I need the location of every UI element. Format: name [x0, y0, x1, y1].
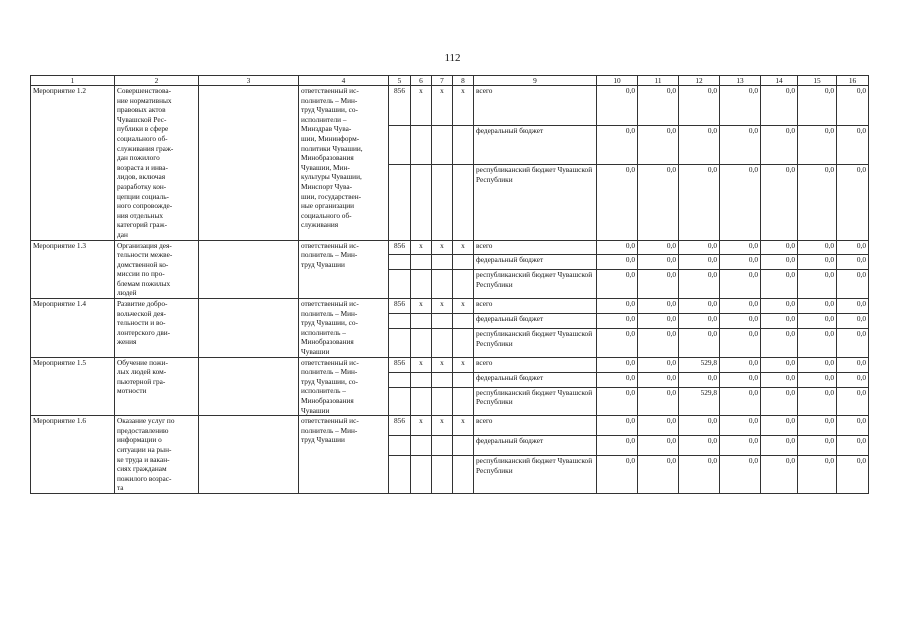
funding-value: 0,0 — [761, 86, 798, 126]
vr-code: x — [453, 416, 474, 436]
activity-executor — [299, 86, 389, 241]
activity-executor-line: служивания — [301, 220, 339, 230]
activity-name-line: цепции социаль- — [117, 191, 169, 201]
column-number-1: 1 — [31, 76, 115, 86]
code-empty — [411, 436, 432, 456]
activity-executor-line: труд Чувашии — [301, 435, 345, 445]
activity-executor-line: ответственный ис- — [301, 299, 359, 309]
code-empty — [453, 372, 474, 387]
activity-name-line: блемам пожилых — [117, 278, 171, 288]
activity-name-line: информации о — [117, 435, 162, 445]
funding-value: 0,0 — [679, 125, 720, 165]
funding-value: 0,0 — [679, 456, 720, 494]
activity-executor-line: труд Чувашии — [301, 259, 345, 269]
funding-value: 0,0 — [798, 299, 837, 314]
activity-executor-line: полнитель – Мин- — [301, 250, 358, 260]
funding-value: 0,0 — [679, 240, 720, 255]
funding-value: 0,0 — [761, 372, 798, 387]
funding-value: 0,0 — [597, 165, 638, 240]
funding-value: 0,0 — [761, 255, 798, 270]
code-empty — [411, 456, 432, 494]
funding-value: 0,0 — [720, 456, 761, 494]
activity-name-line: миссии по про- — [117, 269, 165, 279]
activity-name — [115, 240, 199, 299]
activity-name-line: Оказание услуг по — [117, 416, 175, 426]
funding-value: 0,0 — [798, 416, 837, 436]
funding-value: 0,0 — [761, 416, 798, 436]
code-empty — [389, 329, 411, 358]
funding-value: 0,0 — [837, 372, 869, 387]
funding-source: республиканский бюджет Чувашской Республики — [474, 329, 597, 358]
activity-id: Мероприятие 1.2 — [31, 86, 115, 241]
funding-value: 0,0 — [638, 314, 679, 329]
column-number-13: 13 — [720, 76, 761, 86]
column-number-7: 7 — [432, 76, 453, 86]
funding-value: 0,0 — [638, 329, 679, 358]
funding-value: 0,0 — [837, 125, 869, 165]
activity-name-line: та — [117, 483, 124, 493]
funding-value: 0,0 — [597, 372, 638, 387]
funding-value: 0,0 — [638, 165, 679, 240]
funding-value: 0,0 — [720, 240, 761, 255]
funding-value: 0,0 — [597, 240, 638, 255]
activity-executor-line: Минобразования — [301, 337, 354, 347]
activity-executor-line: культуры Чувашии, — [301, 172, 362, 182]
funding-value: 529,8 — [679, 387, 720, 416]
funding-value: 0,0 — [597, 299, 638, 314]
activity-executor-line: Минобразования — [301, 396, 354, 405]
funding-value: 0,0 — [837, 86, 869, 126]
funding-value: 0,0 — [720, 165, 761, 240]
funding-value: 0,0 — [679, 86, 720, 126]
activity-executor-line: труд Чувашии, со- — [301, 105, 358, 115]
activity-executor-line: ответственный ис- — [301, 86, 359, 95]
funding-value: 0,0 — [798, 456, 837, 494]
grbs-code: 856 — [389, 357, 411, 372]
activity-name — [115, 299, 199, 358]
funding-source: республиканский бюджет Чувашской Республики — [474, 387, 597, 416]
activity-name-line: категорий граж- — [117, 220, 168, 230]
activity-executor-line: шии, Мининформ- — [301, 133, 360, 143]
activity-executor-line: полнитель – Мин- — [301, 367, 358, 377]
activity-executor-line: Чувашии, Мин- — [301, 162, 350, 172]
funding-source: всего — [474, 416, 597, 436]
page-number: 112 — [444, 52, 461, 64]
activity-id: Мероприятие 1.4 — [31, 299, 115, 358]
funding-value: 0,0 — [597, 86, 638, 126]
activity-executor-line: Минобразования — [301, 153, 354, 163]
funding-value: 0,0 — [837, 387, 869, 416]
activity-name — [115, 357, 199, 416]
activity-executor — [299, 299, 389, 358]
activity-executor-line: Чувашии — [301, 405, 330, 415]
funding-value: 0,0 — [720, 270, 761, 299]
column-number-6: 6 — [411, 76, 432, 86]
funding-value: 0,0 — [798, 125, 837, 165]
activity-name-line: правовых актов — [117, 105, 166, 115]
funding-value: 0,0 — [837, 357, 869, 372]
activity-executor-line: исполнители – — [301, 114, 347, 124]
activity-name-line: Чувашской Рес- — [117, 114, 167, 124]
code-empty — [411, 270, 432, 299]
funding-value: 0,0 — [597, 329, 638, 358]
cs-code: x — [432, 299, 453, 314]
code-empty — [453, 329, 474, 358]
funding-value: 0,0 — [837, 255, 869, 270]
grbs-code: 856 — [389, 86, 411, 126]
code-empty — [453, 387, 474, 416]
funding-value: 0,0 — [638, 255, 679, 270]
activity-executor-line: Минспорт Чува- — [301, 181, 353, 191]
funding-value: 0,0 — [837, 436, 869, 456]
vr-code: x — [453, 86, 474, 126]
code-empty — [411, 125, 432, 165]
activity-executor — [299, 357, 389, 416]
table-row — [31, 240, 869, 255]
activity-name-line: Развитие добро- — [117, 299, 168, 309]
code-empty — [432, 372, 453, 387]
column-number-9: 9 — [474, 76, 597, 86]
column-number-8: 8 — [453, 76, 474, 86]
funding-value: 0,0 — [720, 372, 761, 387]
rz-code: x — [411, 240, 432, 255]
funding-value: 0,0 — [679, 270, 720, 299]
funding-value: 0,0 — [720, 314, 761, 329]
activity-name-line: Организация дея- — [117, 240, 172, 250]
funding-value: 0,0 — [638, 372, 679, 387]
funding-source: федеральный бюджет — [474, 372, 597, 387]
code-empty — [389, 314, 411, 329]
code-empty — [389, 125, 411, 165]
code-empty — [432, 165, 453, 240]
funding-value: 0,0 — [638, 270, 679, 299]
cs-code: x — [432, 357, 453, 372]
activity-name — [115, 86, 199, 241]
column-number-14: 14 — [761, 76, 798, 86]
funding-value: 0,0 — [720, 125, 761, 165]
activity-name-line: лонтерского дви- — [117, 327, 171, 337]
code-empty — [453, 125, 474, 165]
cs-code: x — [432, 240, 453, 255]
column-number-row — [31, 76, 869, 86]
funding-value: 0,0 — [761, 329, 798, 358]
funding-value: 0,0 — [679, 255, 720, 270]
funding-value: 0,0 — [761, 270, 798, 299]
activity-name-line: мотности — [117, 386, 147, 396]
funding-value: 529,8 — [679, 357, 720, 372]
funding-value: 0,0 — [679, 436, 720, 456]
activity-col3 — [199, 299, 299, 358]
column-number-15: 15 — [798, 76, 837, 86]
column-number-10: 10 — [597, 76, 638, 86]
activity-executor-line: исполнитель – — [301, 327, 346, 337]
code-empty — [432, 329, 453, 358]
funding-source: всего — [474, 86, 597, 126]
activity-name-line: дан — [117, 229, 128, 239]
funding-value: 0,0 — [679, 416, 720, 436]
funding-value: 0,0 — [720, 299, 761, 314]
table-row — [31, 416, 869, 436]
activity-name-line: разработку кон- — [117, 181, 167, 191]
activity-name-line: Обучение пожи- — [117, 357, 168, 367]
code-empty — [389, 387, 411, 416]
funding-source: республиканский бюджет Чувашской Республики — [474, 270, 597, 299]
column-number-5: 5 — [389, 76, 411, 86]
activity-name-line: социального об- — [117, 133, 168, 143]
activity-executor-line: ответственный ис- — [301, 357, 359, 367]
activity-executor-line: полнитель – Мин- — [301, 425, 358, 435]
rz-code: x — [411, 416, 432, 436]
activity-id: Мероприятие 1.6 — [31, 416, 115, 494]
activity-executor-line: ответственный ис- — [301, 416, 359, 426]
funding-value: 0,0 — [638, 456, 679, 494]
code-empty — [432, 456, 453, 494]
activity-name-line: лых людей ком- — [117, 367, 167, 377]
code-empty — [411, 165, 432, 240]
funding-value: 0,0 — [761, 456, 798, 494]
activity-name-line: публики в сфере — [117, 124, 169, 134]
funding-source: республиканский бюджет Чувашской Республики — [474, 165, 597, 240]
code-empty — [411, 372, 432, 387]
column-number-2: 2 — [115, 76, 199, 86]
funding-value: 0,0 — [761, 240, 798, 255]
code-empty — [453, 255, 474, 270]
code-empty — [389, 456, 411, 494]
code-empty — [411, 387, 432, 416]
activity-executor-line: социального об- — [301, 210, 352, 220]
grbs-code: 856 — [389, 240, 411, 255]
funding-value: 0,0 — [679, 165, 720, 240]
funding-value: 0,0 — [798, 436, 837, 456]
funding-value: 0,0 — [837, 299, 869, 314]
activity-name-line: предоставлению — [117, 425, 169, 435]
funding-value: 0,0 — [597, 270, 638, 299]
funding-value: 0,0 — [798, 240, 837, 255]
funding-value: 0,0 — [597, 436, 638, 456]
activity-name-line: ния отдельных — [117, 210, 164, 220]
funding-value: 0,0 — [837, 165, 869, 240]
column-number-12: 12 — [679, 76, 720, 86]
funding-value: 0,0 — [720, 357, 761, 372]
funding-value: 0,0 — [761, 387, 798, 416]
funding-value: 0,0 — [638, 357, 679, 372]
activity-col3 — [199, 416, 299, 494]
code-empty — [411, 314, 432, 329]
funding-value: 0,0 — [679, 299, 720, 314]
funding-source: республиканский бюджет Чувашской Республики — [474, 456, 597, 494]
funding-value: 0,0 — [679, 329, 720, 358]
activity-name-line: сиях гражданам — [117, 464, 167, 474]
funding-value: 0,0 — [761, 436, 798, 456]
rz-code: x — [411, 86, 432, 126]
funding-value: 0,0 — [597, 357, 638, 372]
code-empty — [432, 255, 453, 270]
code-empty — [389, 372, 411, 387]
activity-name-line: домственной ко- — [117, 259, 169, 269]
funding-value: 0,0 — [720, 329, 761, 358]
code-empty — [432, 387, 453, 416]
activity-col3 — [199, 240, 299, 299]
code-empty — [453, 436, 474, 456]
table-row — [31, 86, 869, 126]
activity-col3 — [199, 357, 299, 416]
funding-value: 0,0 — [798, 314, 837, 329]
funding-source: федеральный бюджет — [474, 314, 597, 329]
funding-source: федеральный бюджет — [474, 255, 597, 270]
funding-source: всего — [474, 299, 597, 314]
vr-code: x — [453, 240, 474, 255]
funding-value: 0,0 — [597, 456, 638, 494]
funding-value: 0,0 — [597, 125, 638, 165]
funding-value: 0,0 — [720, 86, 761, 126]
code-empty — [389, 255, 411, 270]
activity-name-line: лидов, включая — [117, 172, 166, 182]
funding-value: 0,0 — [798, 165, 837, 240]
grbs-code: 856 — [389, 416, 411, 436]
funding-value: 0,0 — [837, 329, 869, 358]
activity-executor-line: политики Чувашии, — [301, 143, 363, 153]
activity-executor-line: ные организации — [301, 201, 355, 211]
activity-executor-line: ответственный ис- — [301, 240, 359, 250]
funding-value: 0,0 — [638, 436, 679, 456]
activity-executor-line: полнитель – Мин- — [301, 308, 358, 318]
table-row — [31, 357, 869, 372]
funding-value: 0,0 — [761, 299, 798, 314]
funding-source: федеральный бюджет — [474, 436, 597, 456]
activity-name-line: пьютерной гра- — [117, 376, 166, 386]
activity-executor — [299, 416, 389, 494]
code-empty — [432, 125, 453, 165]
funding-value: 0,0 — [837, 456, 869, 494]
grbs-code: 856 — [389, 299, 411, 314]
funding-value: 0,0 — [638, 86, 679, 126]
cs-code: x — [432, 416, 453, 436]
code-empty — [453, 456, 474, 494]
activity-executor-line: исполнитель – — [301, 386, 346, 396]
code-empty — [453, 270, 474, 299]
column-number-16: 16 — [837, 76, 869, 86]
funding-value: 0,0 — [798, 372, 837, 387]
funding-value: 0,0 — [720, 416, 761, 436]
activity-name-line: служивания граж- — [117, 143, 174, 153]
activity-name-line: Совершенствова- — [117, 86, 172, 95]
funding-value: 0,0 — [638, 299, 679, 314]
funding-value: 0,0 — [798, 329, 837, 358]
funding-source: всего — [474, 240, 597, 255]
activity-executor-line: шии, государствен- — [301, 191, 362, 201]
activity-name-line: пожилого возрас- — [117, 473, 172, 483]
funding-value: 0,0 — [798, 270, 837, 299]
activity-id: Мероприятие 1.5 — [31, 357, 115, 416]
funding-value: 0,0 — [679, 372, 720, 387]
program-activities-table — [30, 75, 869, 494]
activity-name-line: дан пожилого — [117, 153, 160, 163]
code-empty — [389, 436, 411, 456]
activity-name-line: ние нормативных — [117, 95, 172, 105]
code-empty — [432, 270, 453, 299]
activity-name-line: ситуации на рын- — [117, 444, 172, 454]
funding-value: 0,0 — [638, 240, 679, 255]
funding-value: 0,0 — [638, 125, 679, 165]
activity-name-line: возраста и инва- — [117, 162, 168, 172]
vr-code: x — [453, 299, 474, 314]
code-empty — [389, 270, 411, 299]
funding-value: 0,0 — [837, 314, 869, 329]
code-empty — [432, 436, 453, 456]
funding-value: 0,0 — [597, 314, 638, 329]
activity-name — [115, 416, 199, 494]
column-number-3: 3 — [199, 76, 299, 86]
funding-value: 0,0 — [798, 357, 837, 372]
code-empty — [432, 314, 453, 329]
funding-value: 0,0 — [837, 270, 869, 299]
funding-source: федеральный бюджет — [474, 125, 597, 165]
activity-executor-line: Минздрав Чува- — [301, 124, 352, 134]
funding-value: 0,0 — [597, 387, 638, 416]
activity-executor-line: труд Чувашии, со- — [301, 318, 358, 328]
funding-value: 0,0 — [798, 387, 837, 416]
funding-value: 0,0 — [837, 240, 869, 255]
rz-code: x — [411, 357, 432, 372]
column-number-4: 4 — [299, 76, 389, 86]
activity-name-line: ного сопровожде- — [117, 201, 173, 211]
activity-name-line: тельности и во- — [117, 318, 166, 328]
activity-name-line: вольческой дея- — [117, 308, 166, 318]
activity-executor — [299, 240, 389, 299]
funding-value: 0,0 — [597, 255, 638, 270]
funding-value: 0,0 — [720, 436, 761, 456]
funding-value: 0,0 — [761, 165, 798, 240]
funding-value: 0,0 — [720, 387, 761, 416]
funding-value: 0,0 — [638, 416, 679, 436]
funding-value: 0,0 — [761, 357, 798, 372]
activity-executor-line: труд Чувашии, со- — [301, 376, 358, 386]
rz-code: x — [411, 299, 432, 314]
funding-value: 0,0 — [679, 314, 720, 329]
code-empty — [411, 255, 432, 270]
code-empty — [453, 165, 474, 240]
funding-value: 0,0 — [638, 387, 679, 416]
funding-value: 0,0 — [720, 255, 761, 270]
funding-value: 0,0 — [837, 416, 869, 436]
funding-value: 0,0 — [761, 314, 798, 329]
activity-col3 — [199, 86, 299, 241]
cs-code: x — [432, 86, 453, 126]
code-empty — [411, 329, 432, 358]
activity-name-line: жения — [117, 337, 137, 347]
column-number-11: 11 — [638, 76, 679, 86]
code-empty — [389, 165, 411, 240]
code-empty — [453, 314, 474, 329]
activity-executor-line: Чувашии — [301, 347, 330, 357]
funding-source: всего — [474, 357, 597, 372]
funding-value: 0,0 — [761, 125, 798, 165]
activity-name-line: ке труда и вакан- — [117, 454, 170, 464]
activity-name-line: людей — [117, 288, 137, 298]
funding-value: 0,0 — [798, 255, 837, 270]
table-body — [31, 86, 869, 494]
activity-name-line: тельности межве- — [117, 250, 173, 260]
activity-id: Мероприятие 1.3 — [31, 240, 115, 299]
table-row — [31, 299, 869, 314]
activity-executor-line: полнитель – Мин- — [301, 95, 358, 105]
vr-code: x — [453, 357, 474, 372]
funding-value: 0,0 — [798, 86, 837, 126]
funding-value: 0,0 — [597, 416, 638, 436]
